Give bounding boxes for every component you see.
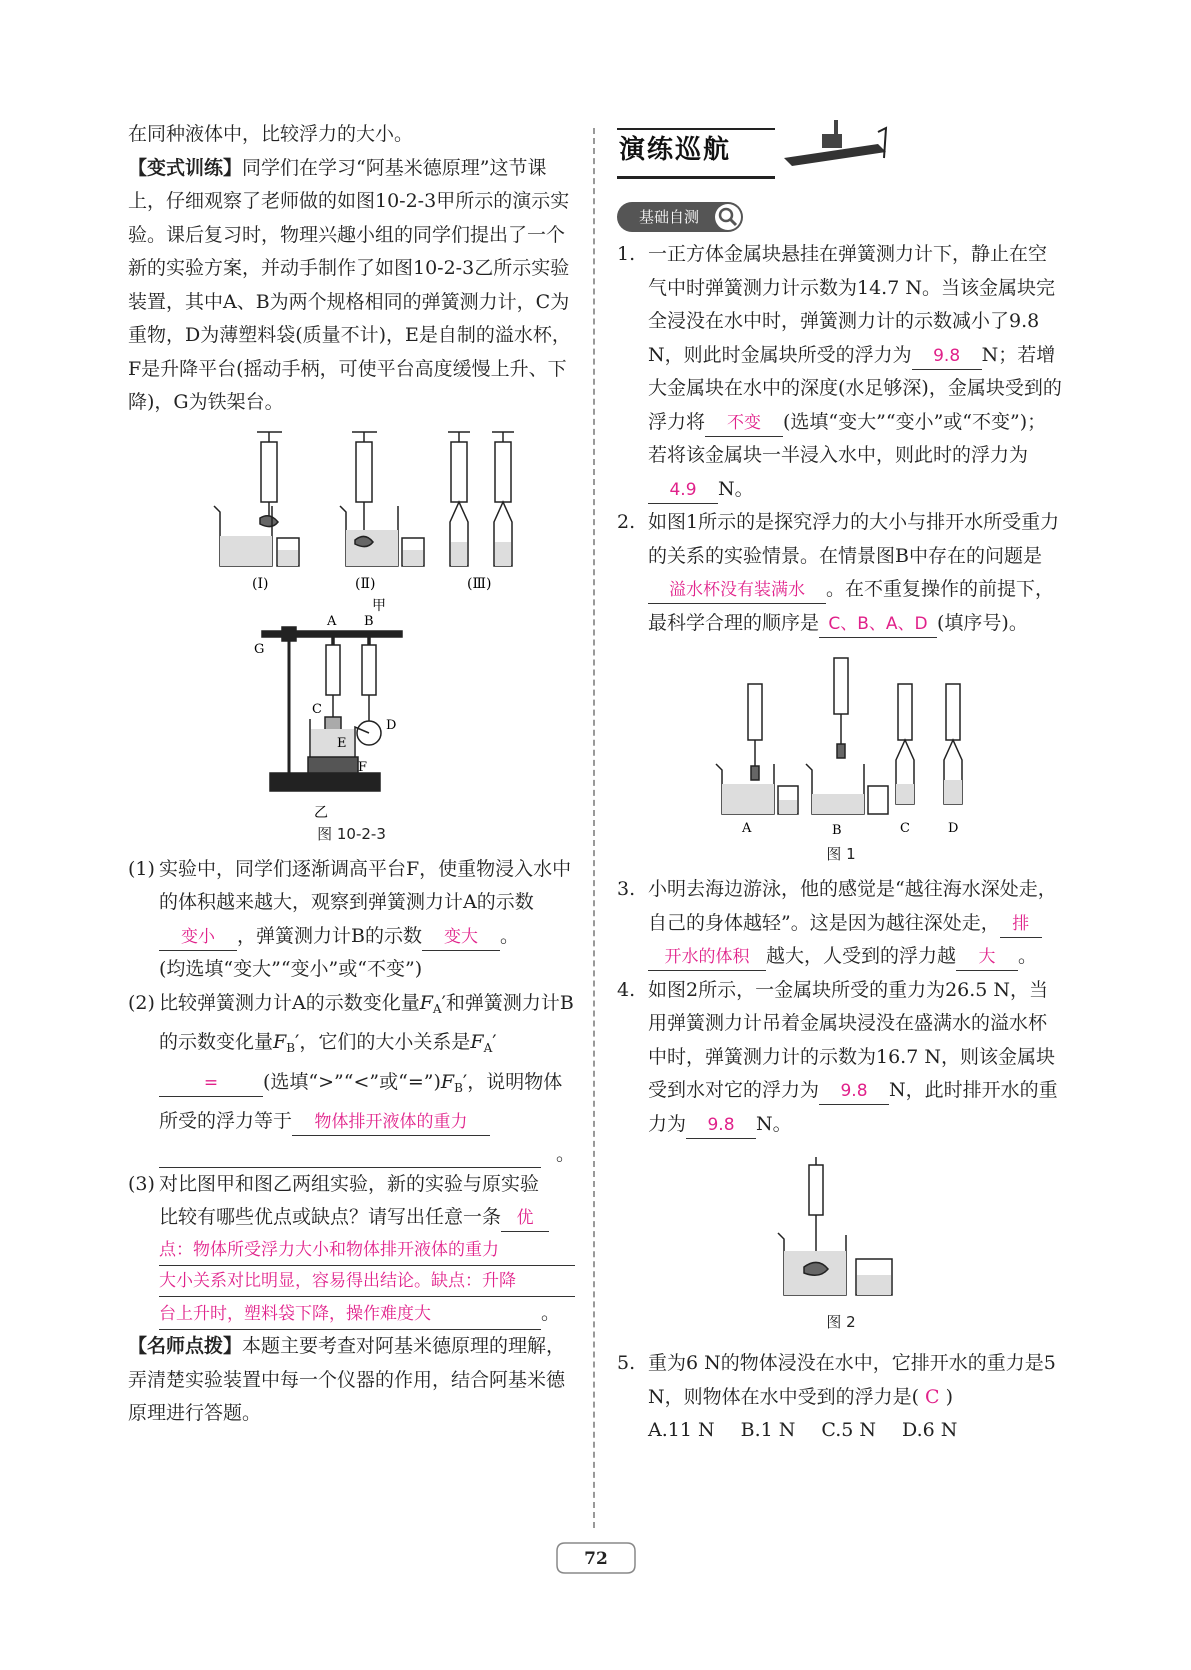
- r-question-3: [617, 873, 1065, 974]
- magnifier-icon: [715, 204, 741, 230]
- r-answer-4a: 9.8: [819, 1078, 889, 1105]
- fig-jia-label-3: (Ⅲ): [466, 575, 491, 592]
- question-2-end: 。: [555, 1142, 575, 1165]
- question-3-text: 对比图甲和图乙两组实验，新的实验与原实验比较有哪些优点或缺点？请写出任意一条: [159, 1172, 540, 1228]
- fig-yi-letter-f: F: [357, 759, 367, 775]
- figure-jia: [162, 428, 542, 613]
- r-question-4-end: N。: [756, 1112, 792, 1135]
- symbol-fa-prime-2: ′: [492, 1031, 497, 1053]
- question-2-text: 比较弹簧测力计A的示数变化量: [159, 991, 420, 1014]
- question-2-number: (2): [128, 991, 155, 1014]
- answer-3a: 优: [501, 1205, 549, 1232]
- fig-yi-letter-g: G: [253, 641, 264, 657]
- fig-yi-letter-c: C: [311, 701, 322, 717]
- right-column: [617, 104, 1065, 1448]
- r-answer-4b: 9.8: [686, 1112, 756, 1139]
- r-answer-2b: C、B、A、D: [819, 611, 937, 638]
- fig-yi-letter-e: E: [336, 735, 346, 751]
- fig-yi-caption: 乙: [313, 804, 328, 821]
- r-question-1-text2: N；若增大金属块在水中的深度(水足够深)，金属块受到的浮力将: [648, 343, 1062, 433]
- symbol-fa-2: F: [470, 1031, 484, 1053]
- answer-1b: 变大: [422, 924, 500, 951]
- figure-caption-10-2-3: 图 10-2-3: [317, 824, 386, 843]
- r-question-3-text: 小明去海边游泳，他的感觉是“越往海水深处走，自己的身体越轻”。这是因为越往深处走，: [648, 878, 1057, 934]
- page-number: 72: [584, 1549, 608, 1569]
- r-question-4: [617, 974, 1065, 1142]
- question-1-end: 。: [499, 924, 519, 947]
- symbol-fa-sub-2: A: [483, 1041, 493, 1055]
- r-answer-3b: 开水的体积: [648, 944, 766, 971]
- fig-jia-caption: 甲: [371, 597, 386, 613]
- figure-2-caption: 图 2: [826, 1313, 856, 1331]
- question-3-number: (3): [128, 1172, 155, 1195]
- symbol-fb: F: [273, 1031, 287, 1053]
- fig-jia-label-1: (Ⅰ): [251, 575, 268, 592]
- r-question-4-text: 如图2所示，一金属块所受的重力为26.5 N，当用弹簧测力计吊着金属块浸没在盛满水的溢水杯中时，弹簧测力计的示数为16.7 N，则该金属块受到水对它的浮力为: [648, 978, 1055, 1101]
- banner-title: 演练巡航: [619, 135, 732, 165]
- r-question-2-text2: 。在不重复操作的前提下，最科学合理的顺序是: [648, 578, 1055, 634]
- page-number-badge: [555, 1535, 637, 1581]
- r-question-4-number: 4.: [617, 978, 636, 1001]
- left-column: [128, 118, 575, 1431]
- fig-yi-letter-b: B: [363, 613, 374, 629]
- r-question-3-text2: 越大，人受到的浮力越: [766, 945, 957, 967]
- option-a: A.11 N: [648, 1419, 715, 1441]
- question-1-number: (1): [128, 857, 155, 880]
- question-2-text3: ，它们的大小关系是: [299, 1031, 471, 1053]
- fig1-label-a: A: [742, 821, 752, 836]
- answer-3d: 台上升时，塑料袋下降，操作难度大: [159, 1299, 541, 1330]
- r-answer-2a: 溢水杯没有装满水: [648, 577, 826, 604]
- question-3-end: 。: [541, 1301, 561, 1324]
- tip-tag: 【名师点拨】: [128, 1335, 243, 1357]
- symbol-fb-prime-2: ′: [462, 1070, 468, 1093]
- symbol-fb-prime: ′: [295, 1031, 300, 1053]
- r-question-1-text3: (选填“变大”“变小”或“不变”)；若将该金属块一半浸入水中，则此时的浮力为: [648, 410, 1047, 466]
- question-1-note: (均选填“变大”“变小”或“不变”): [159, 958, 423, 980]
- question-2-text5: ，说明物体所受的浮力等于: [159, 1070, 563, 1132]
- question-1: [128, 853, 575, 987]
- symbol-fa: F: [419, 991, 433, 1014]
- r-question-1-end: N。: [718, 477, 754, 500]
- r-question-5-number: 5.: [617, 1352, 636, 1374]
- question-1-text2: ，弹簧测力计B的示数: [237, 924, 422, 947]
- option-b: B.1 N: [740, 1419, 796, 1441]
- section-pill-label: 基础自测: [639, 208, 700, 226]
- ship-icon: [782, 114, 892, 174]
- r-question-5-end: ): [945, 1385, 954, 1408]
- r-answer-5: C: [925, 1385, 940, 1408]
- symbol-fb-2: F: [440, 1070, 455, 1093]
- answer-2a: =: [159, 1070, 263, 1097]
- fig-yi-letter-d: D: [385, 717, 396, 733]
- fig1-label-b: B: [832, 823, 842, 838]
- figure-1: [706, 654, 976, 839]
- figure-1-caption: 图 1: [826, 845, 856, 863]
- intro-line: 在同种液体中，比较浮力的大小。: [128, 123, 414, 145]
- r-question-2-text: 如图1所示的是探究浮力的大小与排开水所受重力的关系的实验情景。在情景图B中存在的问题是: [648, 511, 1060, 567]
- r-answer-1b: 不变: [705, 410, 783, 437]
- symbol-fb-sub: B: [286, 1041, 296, 1055]
- r-question-3-end: 。: [1018, 945, 1038, 967]
- r-answer-3a: 排: [1000, 911, 1042, 938]
- r-question-3-number: 3.: [617, 878, 636, 900]
- fig-yi-letter-a: A: [326, 613, 336, 629]
- r-question-4-text2: N，此时排开水的重力为: [648, 1079, 1058, 1135]
- column-divider: [593, 128, 595, 1528]
- option-d: D.6 N: [902, 1419, 958, 1441]
- question-3: [128, 1168, 575, 1331]
- r-question-1-number: 1.: [617, 243, 636, 265]
- r-question-1-text: 一正方体金属块悬挂在弹簧测力计下，静止在空气中时弹簧测力计示数为14.7 N。当该金属块完全浸没在水中时，弹簧测力计的示数减小了9.8 N，则此时金属块所受的浮力为: [648, 243, 1055, 366]
- r-answer-3c: 大: [956, 944, 1018, 971]
- r-answer-1a: 9.8: [912, 343, 982, 370]
- fig1-label-c: C: [900, 821, 910, 836]
- teacher-tip: [128, 1330, 575, 1431]
- answer-3c: 大小关系对比明显，容易得出结论。缺点：升降: [159, 1266, 575, 1297]
- variant-tag: 【变式训练】: [128, 156, 243, 179]
- r-question-5: [617, 1347, 1065, 1448]
- question-2: [128, 987, 575, 1168]
- answer-3b: 点：物体所受浮力大小和物体排开液体的重力: [159, 1235, 575, 1266]
- r-question-2: [617, 506, 1065, 640]
- figure-yi: [252, 613, 452, 823]
- section-pill: [617, 202, 743, 232]
- section-banner: [617, 104, 1065, 188]
- variant-training: [128, 152, 575, 420]
- tip-text: 本题主要考查对阿基米德原理的理解，弄清楚实验装置中每一个仪器的作用，结合阿基米德原理进行答题。: [128, 1335, 566, 1424]
- question-1-text: 实验中，同学们逐渐调高平台F，使重物浸入水中的体积越来越大，观察到弹簧测力计A的示数: [159, 857, 572, 913]
- r-question-2-number: 2.: [617, 511, 636, 533]
- fig1-label-d: D: [948, 821, 959, 836]
- variant-text: 同学们在学习“阿基米德原理”这节课上，仔细观察了老师做的如图10-2-3甲所示的演示实验。课后复习时，物理兴趣小组的同学们提出了一个新的实验方案，并动手制作了如图10-2-3乙所示实验装置，其中A、B为两个规格相同的弹簧测力计，C为重物，D为薄塑料袋(质量不计)，E是自制的溢水杯，F是升降平台(摇动手柄，可使平台高度缓慢上升、下降)，G为铁架台。: [128, 156, 571, 413]
- r-question-2-end: (填序号)。: [937, 611, 1028, 634]
- answer-2b: 物体排开液体的重力: [292, 1109, 490, 1136]
- symbol-fa-sub: A: [432, 1001, 442, 1016]
- answer-1a: 变小: [159, 924, 237, 951]
- r-answer-1c: 4.9: [648, 477, 718, 504]
- question-2-text2: 和弹簧测力计B的示数变化量: [159, 991, 574, 1053]
- question-2-text4: (选填“>”“<”或“=”): [263, 1070, 441, 1093]
- option-c: C.5 N: [821, 1419, 877, 1441]
- r-question-5-text: 重为6 N的物体浸没在水中，它排开水的重力是5 N，则物体在水中受到的浮力是(: [648, 1352, 1056, 1408]
- r-question-1: [617, 238, 1065, 506]
- figure-2: [776, 1155, 906, 1305]
- symbol-fb-sub-2: B: [454, 1080, 463, 1095]
- fig-jia-label-2: (Ⅱ): [354, 575, 375, 592]
- symbol-fa-prime: ′: [441, 991, 446, 1014]
